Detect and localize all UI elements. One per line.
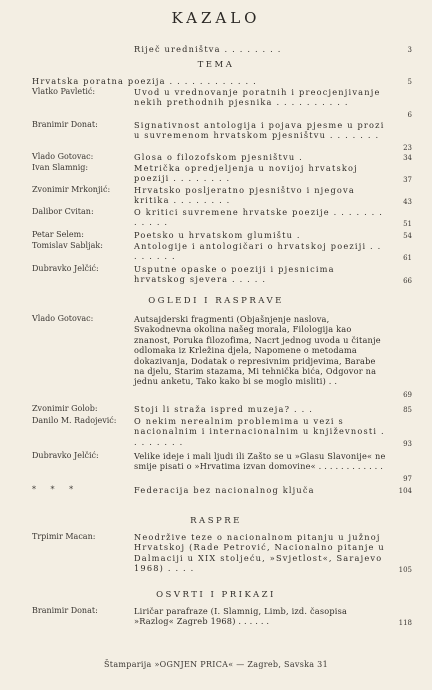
entry-author: Vlado Gotovac: [32, 152, 94, 161]
entry-title: Autsajderski fragmenti (Objašnjenje naslova, Svakodnevna okolina našeg morala, Filologija kao znanost, Poruka filozofima, Nacrt jednog uvoda u čitanje odlomaka iz Krležina djela, Napomene o metodama dokazivanja, Dodatak o represivnim pridjevima, Barabe na djelu, Starim stazama, Mi tehnička bića, Odgovor na jednu anketu, Tako kako bi se moglo misliti) . . [134, 314, 381, 387]
section-title-osvrti: OSVRTI I PRIKAZI [156, 590, 276, 600]
entry-title: Liričar parafraze (I. Slamnig, Limb, izd. časopisa »Razlog« Zagreb 1968) . . . . . . [134, 606, 348, 627]
entry-title: Metrička opredjeljenja u novijoj hrvatskoj poeziji . . . . . . . . [134, 163, 358, 184]
page-number: 5 [407, 78, 412, 86]
entry-author: Dalibor Cvitan: [32, 207, 94, 216]
entry-author: Zvonimir Golob: [32, 404, 98, 413]
page-number: 69 [403, 391, 412, 399]
page-number: 54 [403, 232, 412, 240]
page-number: 61 [403, 254, 412, 262]
entry-title: Usputne opaske o poeziji i pjesnicima hrvatskog sjevera . . . . . [134, 264, 335, 285]
entry-author: Dubravko Jelčić: [32, 264, 99, 273]
entry-title: Velike ideje i mali ljudi ili Zašto se u »Glasu Slavonije« ne smije pisati o »Hrvatima izvan domovine« . . . . . . . . . . . . [134, 451, 386, 472]
page-number: 34 [403, 154, 412, 162]
page-number: 6 [407, 111, 412, 119]
page-number: 37 [403, 176, 412, 184]
entry-title: Neodržive teze o nacionalnom pitanju u južnoj Hrvatskoj (Rade Petrović, Nacionalno pitanje u Dalmaciji u XIX stoljeću, »Svjetlost«, Sarajevo 1968) . . . . [134, 532, 385, 574]
entry-title: Riječ uredništva . . . . . . . . [134, 44, 282, 54]
page-number: 85 [403, 406, 412, 414]
page-number: 3 [407, 46, 412, 54]
page-number: 51 [403, 220, 412, 228]
page-title: KAZALO [171, 9, 261, 27]
entry-title: Hrvatska poratna poezija . . . . . . . . . . . . [32, 76, 257, 86]
section-title-tema: TEMA [197, 60, 235, 70]
entry-author: Vlatko Pavletić: [32, 87, 96, 96]
entry-title: Federacija bez nacionalnog ključa [134, 485, 315, 495]
entry-title: O nekim nerealnim problemima u vezi s nacionalnim i internacionalnim u književnosti . . . . . . . . [134, 416, 385, 447]
page-number: 93 [403, 440, 412, 448]
entry-author: Trpimir Macan: [32, 532, 96, 541]
section-title-raspre: RASPRE [190, 516, 242, 526]
section-title-ogledi: OGLEDI I RASPRAVE [148, 296, 284, 306]
page-number: 66 [403, 277, 412, 285]
entry-title: Stoji li straža ispred muzeja? . . . [134, 404, 313, 414]
entry-title: Hrvatsko posljeratno pjesništvo i njegova kritika . . . . . . . . [134, 185, 355, 206]
entry-author: Vlado Gotovac: [32, 314, 94, 323]
entry-title: Glosa o filozofskom pjesništvu . [134, 152, 303, 162]
entry-author: * * * [32, 485, 80, 494]
entry-title: Poetsko u hrvatskom glumištu . [134, 230, 301, 240]
entry-author: Branimir Donat: [32, 120, 98, 129]
entry-author: Zvonimir Mrkonjić: [32, 185, 111, 194]
entry-title: Antologije i antologičari o hrvatskoj poeziji . . . . . . . . [134, 241, 382, 262]
page-number: 23 [403, 144, 412, 152]
entry-author: Danilo M. Radojević: [32, 416, 117, 425]
page-number: 105 [398, 566, 412, 574]
entry-title: Signativnost antologija i pojava pjesme u prozi u suvremenom hrvatskom pjesništvu . . . . . . . [134, 120, 385, 141]
entry-author: Petar Selem: [32, 230, 84, 239]
page-number: 104 [398, 487, 412, 495]
entry-title: O kritici suvremene hrvatske poezije . . . . . . . . . . . . [134, 207, 384, 228]
printer-footer: Štamparija »OGNJEN PRICA« — Zagreb, Savska 31 [104, 660, 328, 669]
entry-author: Ivan Slamnig: [32, 163, 89, 172]
page-number: 118 [398, 619, 412, 627]
entry-author: Dubravko Jelčić: [32, 451, 99, 460]
entry-author: Branimir Donat: [32, 606, 98, 615]
page-number: 97 [403, 475, 412, 483]
entry-title: Uvod u vrednovanje poratnih i preocjenjivanje nekih prethodnih pjesnika . . . . . . . . . . [134, 87, 381, 108]
entry-author: Tomislav Sabljak: [32, 241, 103, 250]
page-number: 43 [403, 198, 412, 206]
